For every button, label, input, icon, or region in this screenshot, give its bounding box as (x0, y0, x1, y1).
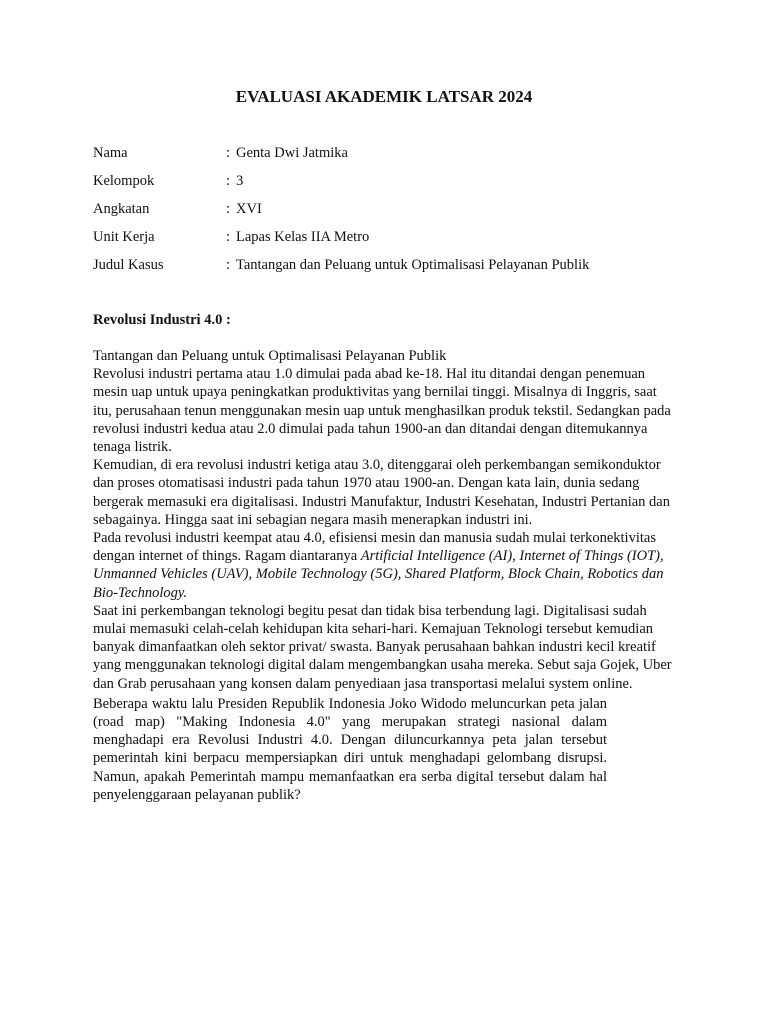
field-label: Kelompok (93, 173, 155, 189)
document-title: EVALUASI AKADEMIK LATSAR 2024 (235, 87, 533, 106)
paragraph-3-text: Pada revolusi industri keempat atau 4.0, efisiensi mesin dan manusia sudah mulai terkonektivitas dengan internet of things. Ragam diantaranya (93, 530, 656, 565)
section-heading: Revolusi Industri 4.0 : (93, 312, 231, 328)
field-row-nama (93, 143, 693, 171)
field-separator: : (226, 145, 231, 161)
technology-list: Artificial Intelligence (AI), Internet of Things (IOT), Unmanned Vehicles (UAV), Mobile Technology (5G), Shared Platform, Block Chain, Robotics dan Bio-Technology. (93, 548, 664, 601)
field-separator: : (226, 173, 231, 189)
paragraph-4: Saat ini perkembangan teknologi begitu pesat dan tidak bisa terbendung lagi. Digitalisasi sudah mulai memasuki celah-celah kehidupan kita sehari-hari. Kemajuan Teknologi tersebut kemudian banyak dimanfaatkan oleh sektor privat/ swasta. Banyak perusahaan bahkan industri kecil kreatif yang menggunakan teknologi digital dalam mengembangkan usaha mereka. Sebut saja Gojek, Uber dan Grab perusahaan yang konsen dalam penyediaan jasa transportasi melalui system online. (93, 602, 672, 692)
field-value: XVI (236, 201, 262, 217)
field-label: Judul Kasus (93, 257, 164, 273)
field-value: Genta Dwi Jatmika (236, 145, 348, 161)
field-row-kelompok (93, 171, 693, 199)
field-separator: : (226, 257, 231, 273)
paragraph-2: Kemudian, di era revolusi industri ketiga atau 3.0, ditenggarai oleh perkembangan semikonduktor dan proses otomatisasi industri pada tahun 1970 atau 1900-an. Dengan kata lain, dunia sedang bergerak memasuki era digitalisasi. Industri Manufaktur, Industri Kesehatan, Industri Pertanian dan sebagainya. Hingga saat ini sebagian negara masih menerapkan industri ini. (93, 457, 670, 528)
field-label: Angkatan (93, 201, 150, 217)
essay-body (93, 347, 673, 804)
field-row-unit-kerja (93, 227, 693, 255)
identity-fields (93, 143, 693, 283)
field-row-judul-kasus (93, 255, 693, 283)
field-label: Nama (93, 145, 128, 161)
essay-subtitle: Tantangan dan Peluang untuk Optimalisasi Pelayanan Publik (93, 348, 447, 364)
paragraph-5: Beberapa waktu lalu Presiden Republik Indonesia Joko Widodo meluncurkan peta jalan (road map) "Making Indonesia 4.0" yang merupakan strategi nasional dalam menghadapi era Revolusi Industri 4.0. Dengan diluncurkannya peta jalan tersebut pemerintah kini berpacu mempersiapkan diri untuk menghadapi gelombang disrupsi. Namun, apakah Pemerintah mampu memanfaatkan era serba digital tersebut dalam hal penyelenggaraan pelayanan publik? (93, 695, 607, 803)
paragraph-1: Revolusi industri pertama atau 1.0 dimulai pada abad ke-18. Hal itu ditandai dengan penemuan mesin uap untuk upaya peningkatkan produktivitas yang bernilai tinggi. Misalnya di Inggris, saat itu, perusahaan tenun menggunakan mesin uap untuk menghasilkan produk tekstil. Sedangkan pada revolusi industri kedua atau 2.0 dimulai pada tahun 1900-an dan ditandai dengan ditemukannya tenaga listrik. (93, 366, 671, 456)
field-value: 3 (236, 173, 244, 189)
field-separator: : (226, 201, 231, 217)
field-value: Tantangan dan Peluang untuk Optimalisasi Pelayanan Publik (236, 257, 590, 273)
paragraph-3 (93, 529, 673, 602)
field-value: Lapas Kelas IIA Metro (236, 229, 370, 245)
field-separator: : (226, 229, 231, 245)
field-label: Unit Kerja (93, 229, 155, 245)
field-row-angkatan (93, 199, 693, 227)
